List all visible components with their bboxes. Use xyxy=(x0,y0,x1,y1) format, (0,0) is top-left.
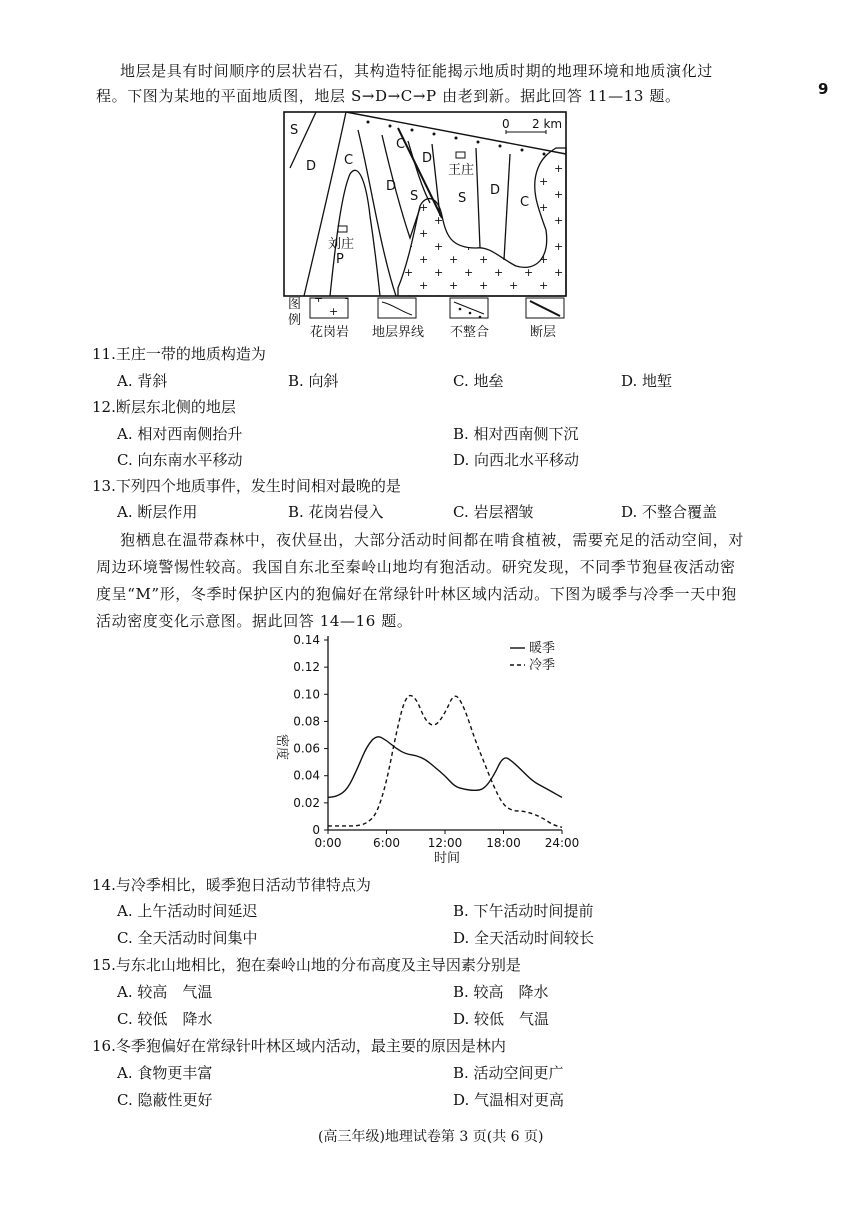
x-tick-label: 6:00 xyxy=(373,836,400,850)
q12-option-d[interactable]: D. 向西北水平移动 xyxy=(453,451,580,469)
x-axis-label: 时间 xyxy=(434,851,461,866)
intro-1-line-2: 程。下图为某地的平面地质图，地层 S→D→C→P 由老到新。据此回答 11—13 题。 xyxy=(96,87,681,105)
intro-paragraph-1-cont xyxy=(96,83,681,110)
q15-option-b[interactable]: B. 较高 降水 xyxy=(453,983,549,1001)
y-tick-label: 0.14 xyxy=(293,634,320,647)
stratum-label-C: C xyxy=(396,137,406,152)
density-chart xyxy=(270,634,610,869)
svg-text:0: 0 xyxy=(502,117,510,131)
q13-option-a[interactable]: A. 断层作用 xyxy=(117,503,198,521)
intro-2-line-3: 度呈“M”形，冬季时保护区内的狍偏好在常绿针叶林区域内活动。下图为暖季与冷季一天中狍 xyxy=(96,585,737,603)
place-wangzhuang: 王庄 xyxy=(448,163,475,178)
intro-paragraph-1 xyxy=(120,58,713,85)
granite-body xyxy=(398,148,566,296)
legend-granite-swatch xyxy=(310,298,348,318)
q14-option-d[interactable]: D. 全天活动时间较长 xyxy=(453,929,595,947)
y-tick-label: 0 xyxy=(312,823,320,837)
map-legend xyxy=(288,297,564,340)
stratum-label-D: D xyxy=(422,151,433,166)
q12-option-b[interactable]: B. 相对西南侧下沉 xyxy=(453,425,579,443)
chart-series xyxy=(328,696,562,828)
legend-label-cold: 冷季 xyxy=(529,658,556,673)
stratum-label-S: S xyxy=(290,123,299,138)
q13-option-d[interactable]: D. 不整合覆盖 xyxy=(621,503,718,521)
y-tick-label: 0.10 xyxy=(293,687,320,702)
question-14-stem: 14.与冷季相比，暖季狍日活动节律特点为 xyxy=(92,876,371,894)
question-11-stem: 11.王庄一带的地质构造为 xyxy=(92,345,266,363)
q11-option-c[interactable]: C. 地垒 xyxy=(453,372,504,390)
svg-text:例: 例 xyxy=(288,313,302,328)
x-tick-label: 24:00 xyxy=(544,836,580,850)
legend-label-granite: 花岗岩 xyxy=(310,325,350,340)
question-16-stem: 16.冬季狍偏好在常绿针叶林区域内活动，最主要的原因是林内 xyxy=(92,1037,506,1055)
page-footer: (高三年级)地理试卷第 3 页(共 6 页) xyxy=(318,1129,544,1145)
question-12-stem: 12.断层东北侧的地层 xyxy=(92,398,236,416)
y-axis-label: 密度 xyxy=(274,734,289,761)
wangzhuang-marker xyxy=(456,152,465,158)
series-line-cold xyxy=(328,696,562,828)
stratum-label-C: C xyxy=(344,153,354,168)
q12-option-c[interactable]: C. 向东南水平移动 xyxy=(117,451,243,469)
stratum-label-S: S xyxy=(410,189,419,204)
map-scale xyxy=(502,117,562,134)
q16-option-d[interactable]: D. 气温相对更高 xyxy=(453,1091,565,1109)
q14-option-b[interactable]: B. 下午活动时间提前 xyxy=(453,902,594,920)
q11-option-a[interactable]: A. 背斜 xyxy=(117,372,168,390)
geological-map xyxy=(280,108,580,344)
chart-legend xyxy=(510,640,555,673)
svg-text:图: 图 xyxy=(288,297,302,312)
q16-option-b[interactable]: B. 活动空间更广 xyxy=(453,1064,564,1082)
y-tick-label: 0.04 xyxy=(293,768,320,783)
question-15-stem: 15.与东北山地相比，狍在秦岭山地的分布高度及主导因素分别是 xyxy=(92,956,521,974)
q15-option-c[interactable]: C. 较低 降水 xyxy=(117,1010,213,1028)
x-tick-label: 12:00 xyxy=(427,836,463,850)
legend-label-unconformity: 不整合 xyxy=(450,325,490,340)
intro-1-line-1: 地层是具有时间顺序的层状岩石，其构造特征能揭示地质时期的地理环境和地质演化过 xyxy=(120,62,713,80)
legend-label-warm: 暖季 xyxy=(529,641,556,656)
y-tick-label: 0.12 xyxy=(293,660,320,675)
y-tick-label: 0.08 xyxy=(293,714,320,729)
q14-option-c[interactable]: C. 全天活动时间集中 xyxy=(117,929,258,947)
q15-option-d[interactable]: D. 较低 气温 xyxy=(453,1010,550,1028)
q13-option-b[interactable]: B. 花岗岩侵入 xyxy=(288,503,384,521)
legend-label-fault: 断层 xyxy=(530,325,557,340)
stratum-label-D: D xyxy=(386,179,397,194)
y-tick-label: 0.06 xyxy=(293,741,320,756)
x-tick-label: 18:00 xyxy=(486,836,521,850)
intro-2-line-4: 活动密度变化示意图。据此回答 14—16 题。 xyxy=(96,612,413,630)
stratum-label-D: D xyxy=(306,159,317,174)
page-corner-mark: 9 xyxy=(818,80,829,98)
liuzhuang-marker xyxy=(338,226,347,232)
q13-option-c[interactable]: C. 岩层褶皱 xyxy=(453,503,534,521)
q14-option-a[interactable]: A. 上午活动时间延迟 xyxy=(117,902,258,920)
q16-option-c[interactable]: C. 隐蔽性更好 xyxy=(117,1091,213,1109)
place-liuzhuang: 刘庄 xyxy=(328,237,355,252)
stratum-label-C: C xyxy=(520,195,530,210)
stratum-label-D: D xyxy=(490,183,501,198)
q12-option-a[interactable]: A. 相对西南侧抬升 xyxy=(117,425,243,443)
x-tick-label: 0:00 xyxy=(314,836,342,850)
svg-text:2 km: 2 km xyxy=(532,117,563,131)
legend-label-boundary: 地层界线 xyxy=(372,325,425,340)
y-tick-label: 0.02 xyxy=(293,795,320,810)
chart-axes xyxy=(328,636,562,830)
q15-option-a[interactable]: A. 较高 气温 xyxy=(117,983,213,1001)
q11-option-d[interactable]: D. 地堑 xyxy=(621,372,673,390)
unconformity-dots xyxy=(367,121,546,156)
stratum-label-P: P xyxy=(336,252,344,267)
stratum-label-S: S xyxy=(458,191,467,206)
q11-option-b[interactable]: B. 向斜 xyxy=(288,372,339,390)
question-13-stem: 13.下列四个地质事件，发生时间相对最晚的是 xyxy=(92,477,401,495)
q16-option-a[interactable]: A. 食物更丰富 xyxy=(117,1064,213,1082)
series-line-warm xyxy=(328,737,562,798)
intro-2-line-1: 狍栖息在温带森林中，夜伏昼出，大部分活动时间都在啃食植被，需要充足的活动空间，对 xyxy=(120,531,745,549)
intro-2-line-2: 周边环境警惕性较高。我国自东北至秦岭山地均有狍活动。研究发现，不同季节狍昼夜活动密 xyxy=(96,558,736,576)
